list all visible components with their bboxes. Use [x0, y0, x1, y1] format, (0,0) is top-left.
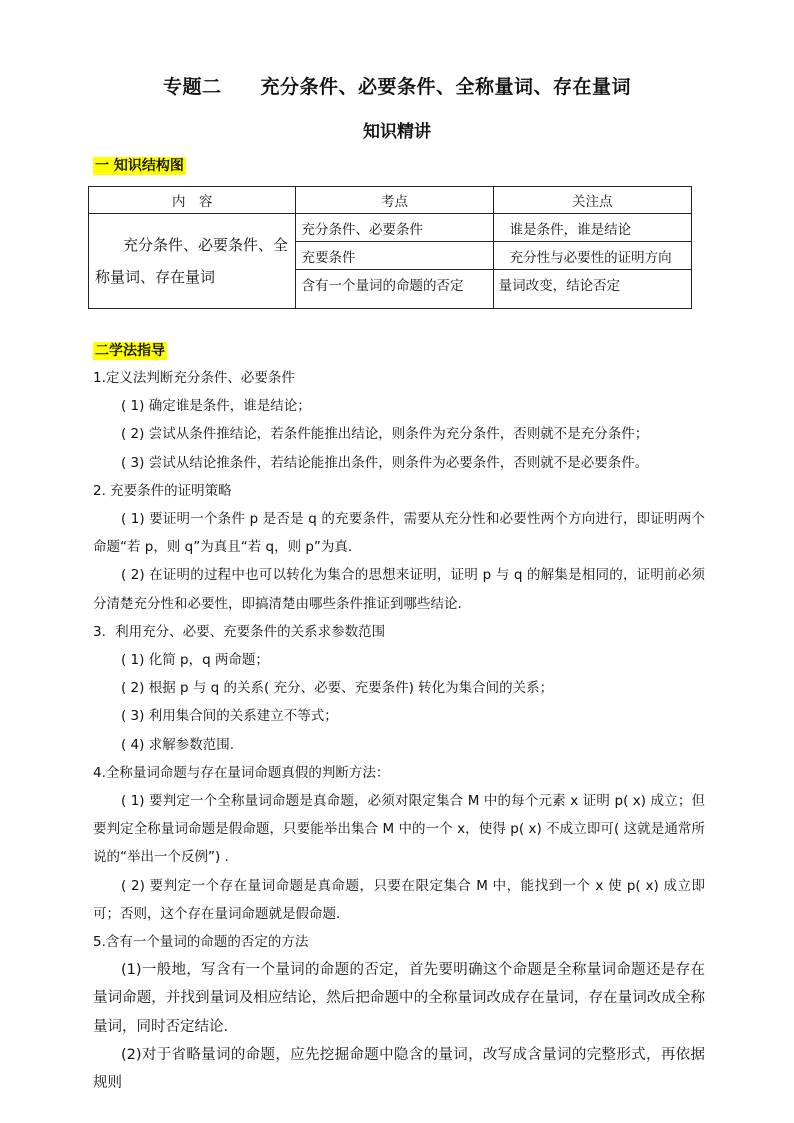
table-cell-point: 充要条件: [296, 242, 493, 270]
paragraph: ( 1) 确定谁是条件，谁是结论；: [121, 398, 311, 415]
table-cell-focus: 谁是条件，谁是结论: [493, 214, 691, 242]
paragraph: 1.定义法判断充分条件、必要条件: [93, 370, 295, 386]
paragraph: ( 2) 要判定一个存在量词命题是真命题，只要在限定集合 M 中，能找到一个 x 使 p( x) 成立即可；否则，这个存在量词命题就是假命题.: [93, 877, 705, 922]
section-heading-method: 二学法指导: [95, 343, 165, 359]
knowledge-structure-table: [88, 186, 692, 309]
table-cell-focus: 充分性与必要性的证明方向: [493, 242, 691, 270]
paragraph: ( 1) 要判定一个全称量词命题是真命题，必须对限定集合 M 中的每个元素 x 证明 p( x) 成立；但要判定全称量词命题是假命题，只要能举出集合 M 中的一个 x，使得 p( x) 不成立即可( 这就是通常所说的“举出一个反例”) .: [93, 793, 705, 866]
table-header-content: 内 容: [89, 187, 296, 214]
table-cell-point: 含有一个量词的命题的否定: [296, 270, 493, 309]
method-guide-body: [93, 364, 705, 1097]
paragraph: 2. 充要条件的证明策略: [93, 482, 232, 499]
page-subtitle: 知识精讲: [363, 122, 431, 142]
paragraph: 5.含有一个量词的命题的否定的方法: [93, 934, 309, 951]
paragraph: (2)对于省略量词的命题，应先挖掘命题中隐含的量词，改写成含量词的完整形式，再依据规则: [93, 1046, 705, 1092]
table-cell-focus: 量词改变，结论否定: [493, 270, 691, 309]
table-cell-point: 充分条件、必要条件: [296, 214, 493, 242]
table-row: [89, 214, 692, 242]
paragraph: ( 1) 要证明一个条件 p 是否是 q 的充要条件，需要从充分性和必要性两个方向进行，即证明两个命题“若 p，则 q”为真且“若 q，则 p”为真.: [93, 511, 705, 556]
table-header-focus: 关注点: [493, 187, 691, 214]
table-topic-cell: 充分条件、必要条件、全称量词、存在量词: [89, 214, 296, 309]
paragraph: ( 3) 利用集合间的关系建立不等式；: [121, 708, 338, 725]
paragraph: (1)一般地，写含有一个量词的命题的否定，首先要明确这个命题是全称量词命题还是存在量词命题，并找到量词及相应结论，然后把命题中的全称量词改成存在量词，存在量词改成全称量词，同时否定结论．: [93, 962, 705, 1035]
paragraph: 3．利用充分、必要、充要条件的关系求参数范围: [93, 623, 386, 640]
table-header-row: [89, 187, 692, 214]
section-heading-structure: 一 知识结构图: [95, 158, 184, 174]
paragraph: ( 3) 尝试从结论推条件，若结论能推出条件，则条件为必要条件，否则就不是必要条件。: [121, 454, 649, 471]
paragraph: ( 2) 尝试从条件推结论，若条件能推出结论，则条件为充分条件，否则就不是充分条件；: [121, 426, 649, 443]
paragraph: 4.全称量词命题与存在量词命题真假的判断方法：: [93, 764, 390, 781]
paragraph: ( 2) 在证明的过程中也可以转化为集合的思想来证明，证明 p 与 q 的解集是相同的，证明前必须分清楚充分性和必要性，即搞清楚由哪些条件推证到哪些结论.: [93, 567, 705, 612]
table-header-point: 考点: [296, 187, 493, 214]
paragraph: ( 4) 求解参数范围.: [121, 736, 234, 753]
paragraph: ( 2) 根据 p 与 q 的关系( 充分、必要、充要条件) 转化为集合间的关系；: [121, 680, 554, 697]
page-title: 专题二 充分条件、必要条件、全称量词、存在量词: [162, 76, 631, 98]
paragraph: ( 1) 化简 p，q 两命题；: [121, 652, 269, 669]
